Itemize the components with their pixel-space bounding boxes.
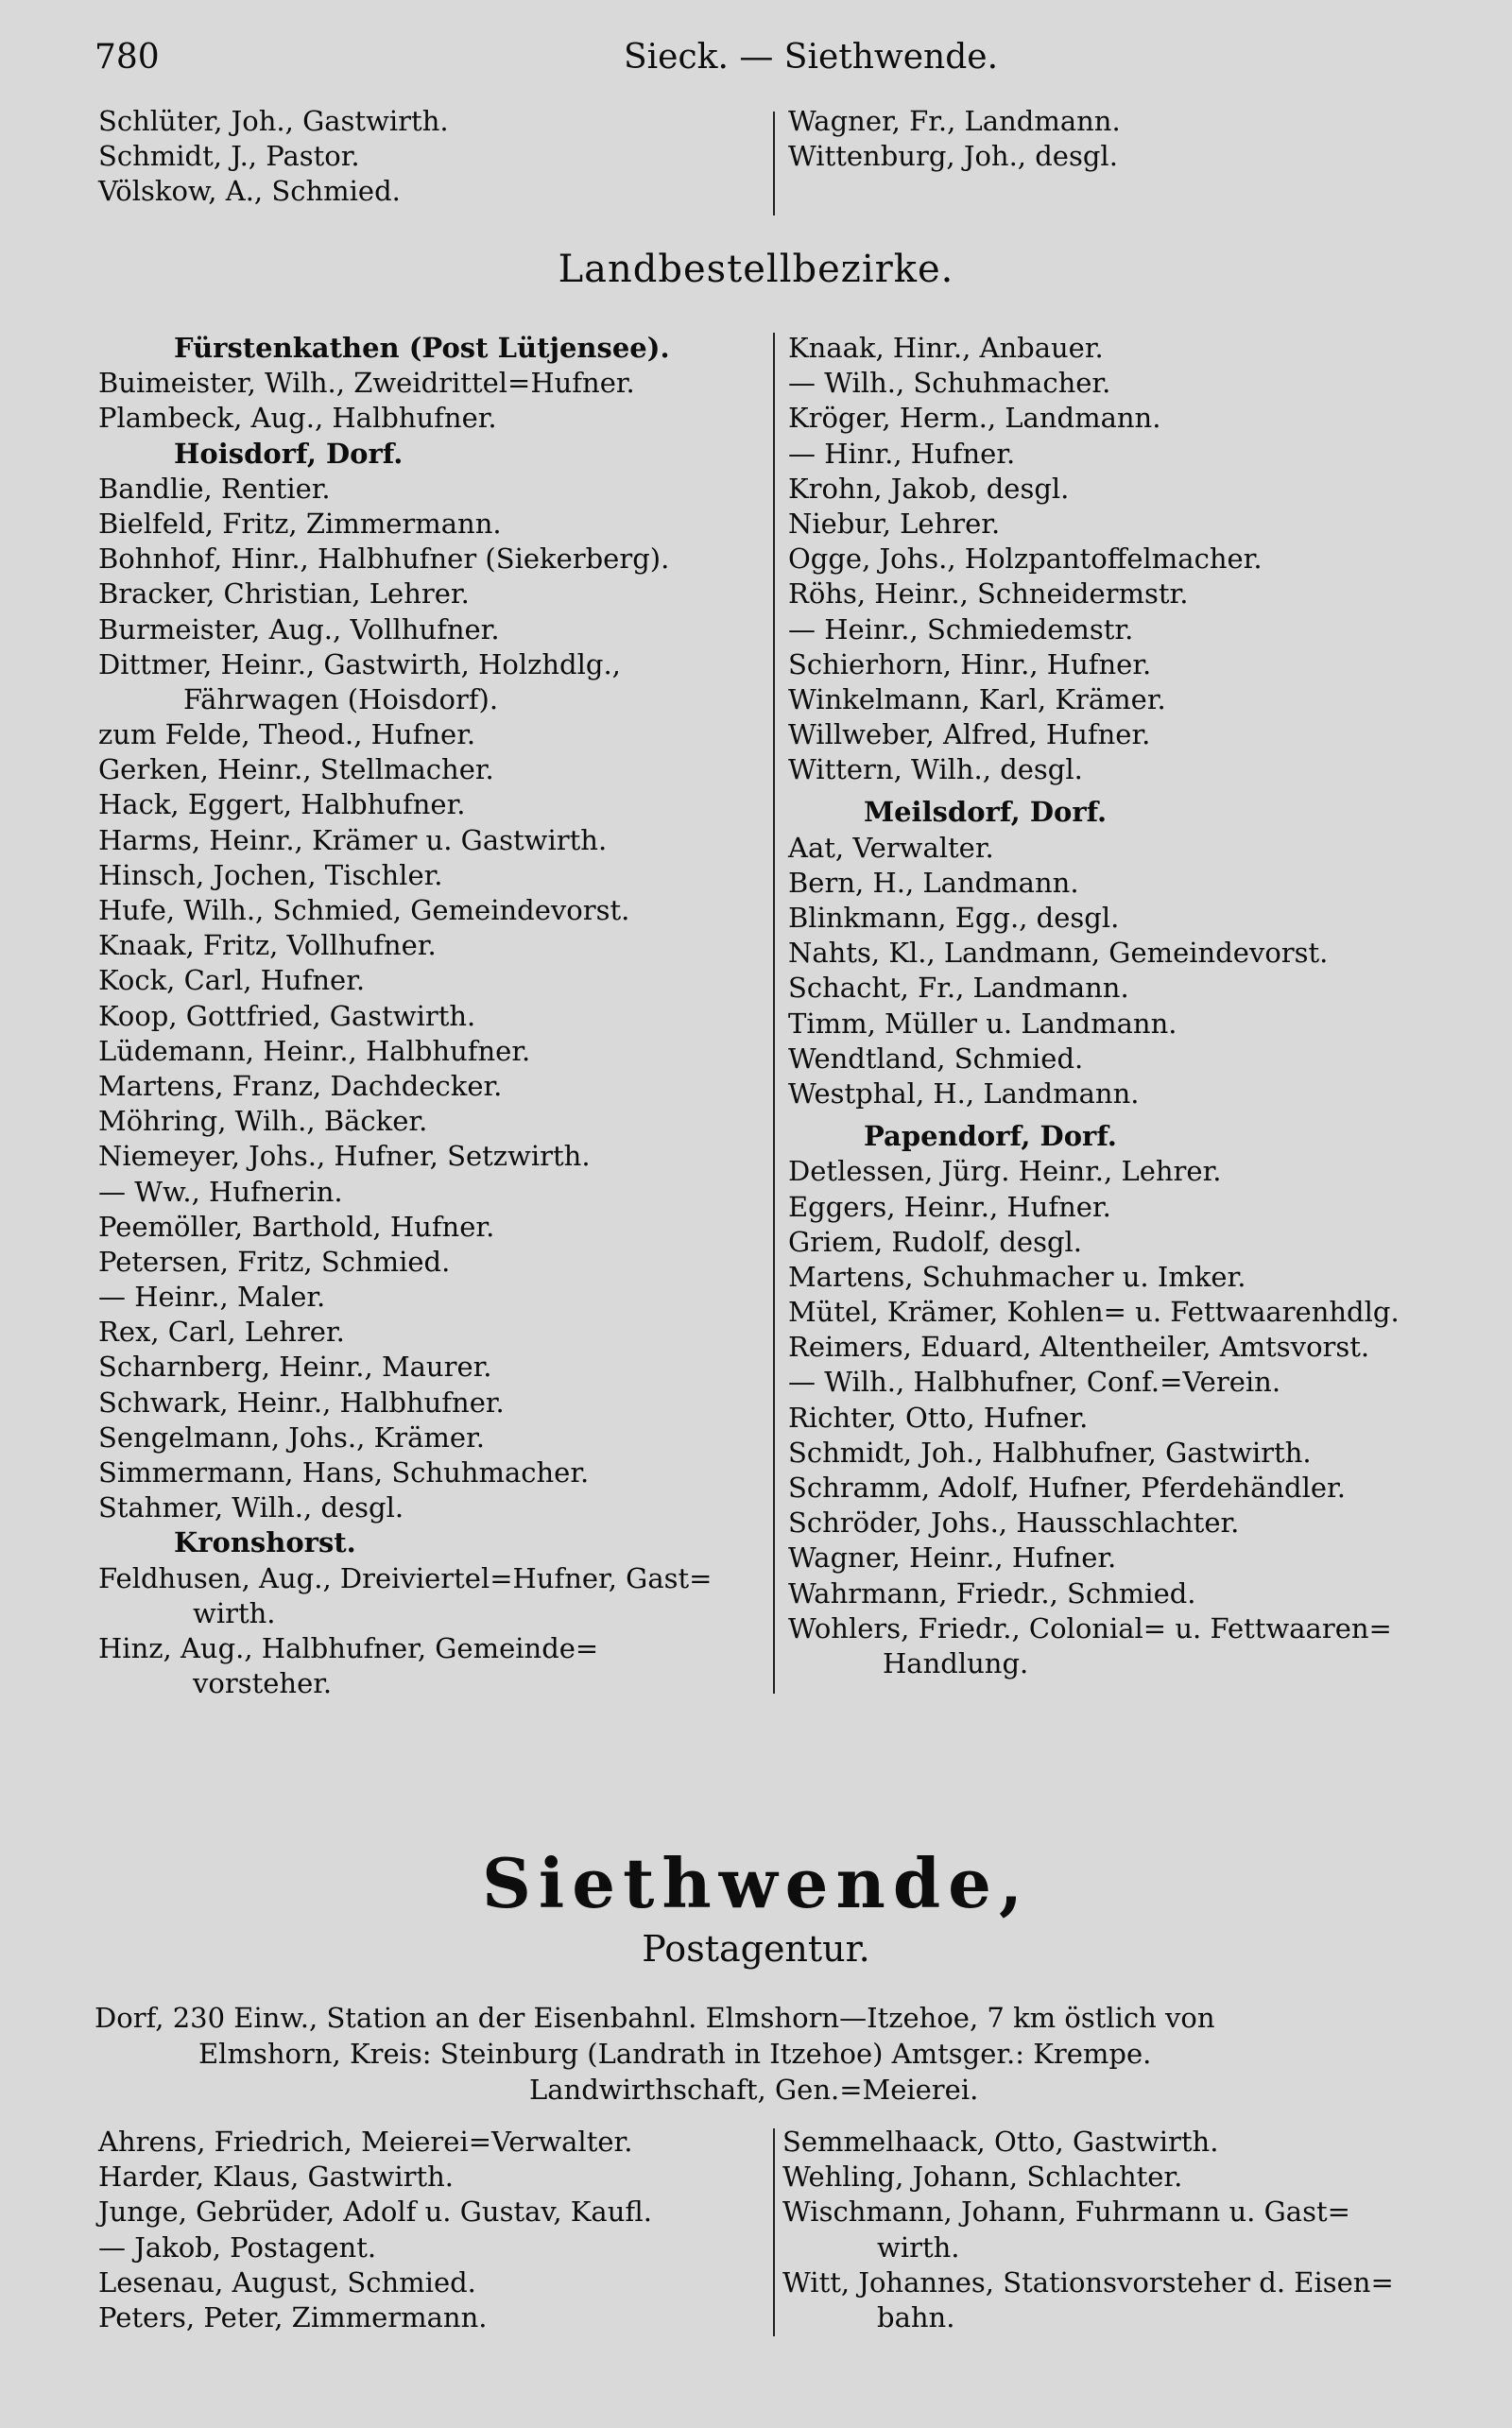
list-item: — Jakob, Postagent. — [98, 2230, 377, 2264]
left-column-list — [98, 331, 712, 1701]
list-item: Peemöller, Barthold, Hufner. — [98, 1210, 495, 1243]
list-item: zum Felde, Theod., Hufner. — [98, 718, 476, 751]
list-item: Wittenburg, Joh., desgl. — [788, 140, 1118, 173]
list-item: Ogge, Johs., Holzpantoffelmacher. — [788, 542, 1263, 576]
place-heading: Meilsdorf, Dorf. — [864, 796, 1108, 829]
list-item: Knaak, Hinr., Anbauer. — [788, 332, 1104, 364]
list-item: Röhs, Heinr., Schneidermstr. — [788, 577, 1189, 611]
list-item: Lesenau, August, Schmied. — [98, 2265, 476, 2299]
list-item: Krohn, Jakob, desgl. — [788, 472, 1070, 505]
list-item: Timm, Müller u. Landmann. — [788, 1007, 1177, 1040]
list-item: Buimeister, Wilh., Zweidrittel=Hufner. — [98, 367, 635, 400]
list-item: Sengelmann, Johs., Krämer. — [98, 1421, 485, 1454]
list-item: Nahts, Kl., Landmann, Gemeindevorst. — [788, 937, 1329, 970]
bottom-left-list — [98, 2125, 652, 2335]
column-divider — [773, 2128, 775, 2336]
list-item: — Wilh., Halbhufner, Conf.=Verein. — [788, 1366, 1281, 1399]
list-item: Eggers, Heinr., Hufner. — [788, 1190, 1111, 1223]
right-column-list — [788, 331, 1400, 1681]
section-title: Landbestellbezirke. — [558, 248, 954, 291]
list-item: Griem, Rudolf, desgl. — [788, 1225, 1083, 1258]
list-item: Schwark, Heinr., Halbhufner. — [98, 1386, 505, 1419]
list-item: Niemeyer, Johs., Hufner, Setzwirth. — [98, 1140, 591, 1173]
list-item-continuation: wirth. — [877, 2230, 960, 2264]
place-heading: Fürstenkathen (Post Lütjensee). — [174, 332, 670, 364]
list-item: Dittmer, Heinr., Gastwirth, Holzhdlg., — [98, 647, 621, 680]
list-item: Gerken, Heinr., Stellmacher. — [98, 753, 494, 786]
list-item-continuation: bahn. — [877, 2300, 955, 2333]
list-item: Völskow, A., Schmied. — [98, 175, 401, 208]
top-right-list — [788, 104, 1121, 174]
place-description — [94, 2000, 1446, 2108]
list-item: Hack, Eggert, Halbhufner. — [98, 788, 466, 821]
list-item: — Wilh., Schuhmacher. — [788, 367, 1111, 400]
list-item: Wohlers, Friedr., Colonial= u. Fettwaaren= — [788, 1611, 1392, 1644]
place-heading: Hoisdorf, Dorf. — [174, 437, 404, 470]
list-item: Schierhorn, Hinr., Hufner. — [788, 647, 1152, 680]
list-item: Simmermann, Hans, Schuhmacher. — [98, 1456, 590, 1489]
list-item: Mütel, Krämer, Kohlen= u. Fettwaarenhdlg. — [788, 1296, 1400, 1329]
list-item: Bandlie, Rentier. — [98, 472, 331, 505]
place-heading: Papendorf, Dorf. — [864, 1120, 1117, 1153]
list-item: Burmeister, Aug., Vollhufner. — [98, 612, 500, 646]
list-item: Hufe, Wilh., Schmied, Gemeindevorst. — [98, 894, 630, 926]
list-item: Aat, Verwalter. — [788, 831, 994, 864]
list-item: — Heinr., Maler. — [98, 1281, 326, 1314]
list-item: Martens, Franz, Dachdecker. — [98, 1069, 503, 1102]
list-item: Kröger, Herm., Landmann. — [788, 402, 1161, 435]
list-item: Bern, H., Landmann. — [788, 866, 1079, 899]
list-item: Hinz, Aug., Halbhufner, Gemeinde= — [98, 1631, 599, 1664]
list-item-continuation: vorsteher. — [193, 1667, 333, 1700]
list-item: Bielfeld, Fritz, Zimmermann. — [98, 507, 502, 540]
description-line: Dorf, 230 Einw., Station an der Eisenbahnl. Elmshorn—Itzehoe, 7 km östlich von — [94, 2002, 1215, 2034]
list-item: Detlessen, Jürg. Heinr., Lehrer. — [788, 1155, 1222, 1188]
list-item: Lüdemann, Heinr., Halbhufner. — [98, 1034, 531, 1067]
list-item: Reimers, Eduard, Altentheiler, Amtsvorst. — [788, 1331, 1370, 1364]
list-item: Feldhusen, Aug., Dreiviertel=Hufner, Gast= — [98, 1561, 713, 1594]
list-item: Schacht, Fr., Landmann. — [788, 972, 1129, 1005]
list-item-continuation: Handlung. — [883, 1646, 1029, 1679]
list-item: Wahrmann, Friedr., Schmied. — [788, 1576, 1196, 1610]
list-item: Ahrens, Friedrich, Meierei=Verwalter. — [98, 2126, 633, 2158]
list-item: Plambeck, Aug., Halbhufner. — [98, 402, 497, 435]
list-item: Koop, Gottfried, Gastwirth. — [98, 999, 476, 1032]
list-item: Richter, Otto, Hufner. — [788, 1401, 1089, 1434]
list-item: Wischmann, Johann, Fuhrmann u. Gast= — [782, 2196, 1350, 2229]
list-item: Westphal, H., Landmann. — [788, 1076, 1140, 1110]
list-item: Hinsch, Jochen, Tischler. — [98, 858, 443, 891]
list-item: Rex, Carl, Lehrer. — [98, 1316, 345, 1349]
list-item: Witt, Johannes, Stationsvorsteher d. Eisen= — [782, 2265, 1394, 2299]
list-item: Kock, Carl, Hufner. — [98, 964, 366, 997]
list-item: Junge, Gebrüder, Adolf u. Gustav, Kaufl. — [98, 2196, 652, 2229]
list-item: Semmelhaack, Otto, Gastwirth. — [782, 2126, 1219, 2158]
list-item: Niebur, Lehrer. — [788, 507, 1001, 540]
list-item: Schlüter, Joh., Gastwirth. — [98, 105, 449, 137]
list-item: Wagner, Heinr., Hufner. — [788, 1541, 1117, 1575]
list-item-continuation: Fährwagen (Hoisdorf). — [183, 682, 499, 715]
running-title: Sieck. — Siethwende. — [624, 38, 999, 77]
list-item: — Heinr., Schmiedemstr. — [788, 612, 1134, 646]
top-left-list — [98, 104, 449, 210]
page-number: 780 — [94, 38, 160, 77]
list-item: Möhring, Wilh., Bäcker. — [98, 1105, 428, 1138]
list-item: Schmidt, Joh., Halbhufner, Gastwirth. — [788, 1436, 1312, 1469]
list-item: Scharnberg, Heinr., Maurer. — [98, 1351, 492, 1384]
list-item: Willweber, Alfred, Hufner. — [788, 718, 1151, 751]
list-item: Winkelmann, Karl, Krämer. — [788, 682, 1166, 715]
page-header — [94, 38, 1427, 85]
list-item: Schramm, Adolf, Hufner, Pferdehändler. — [788, 1472, 1346, 1504]
column-divider — [773, 112, 775, 215]
list-item: — Ww., Hufnerin. — [98, 1175, 343, 1208]
list-item: Wittern, Wilh., desgl. — [788, 753, 1083, 786]
description-line: Landwirthschaft, Gen.=Meierei. — [529, 2074, 979, 2106]
list-item: Bohnhof, Hinr., Halbhufner (Siekerberg). — [98, 542, 670, 576]
list-item: Stahmer, Wilh., desgl. — [98, 1491, 404, 1524]
list-item: Petersen, Fritz, Schmied. — [98, 1245, 451, 1278]
bottom-right-list — [782, 2125, 1394, 2335]
list-item: Wagner, Fr., Landmann. — [788, 105, 1121, 137]
list-item: Schmidt, J., Pastor. — [98, 140, 360, 173]
list-item: Wendtland, Schmied. — [788, 1042, 1084, 1075]
list-item: Wehling, Johann, Schlachter. — [782, 2161, 1183, 2194]
list-item: Martens, Schuhmacher u. Imker. — [788, 1260, 1246, 1293]
place-subtitle: Postagentur. — [642, 1928, 870, 1970]
place-heading: Kronshorst. — [174, 1526, 356, 1559]
list-item-continuation: wirth. — [193, 1596, 276, 1629]
list-item: Peters, Peter, Zimmermann. — [98, 2300, 488, 2333]
list-item: Bracker, Christian, Lehrer. — [98, 577, 470, 611]
list-item: Knaak, Fritz, Vollhufner. — [98, 929, 437, 962]
place-title: Siethwende, — [481, 1843, 1031, 1923]
column-divider — [773, 333, 775, 1694]
list-item: — Hinr., Hufner. — [788, 437, 1016, 470]
list-item: Schröder, Johs., Hausschlachter. — [788, 1507, 1240, 1540]
description-line: Elmshorn, Kreis: Steinburg (Landrath in Itzehoe) Amtsger.: Krempe. — [198, 2038, 1152, 2070]
list-item: Harms, Heinr., Krämer u. Gastwirth. — [98, 823, 608, 856]
list-item: Blinkmann, Egg., desgl. — [788, 902, 1120, 934]
list-item: Harder, Klaus, Gastwirth. — [98, 2161, 455, 2194]
